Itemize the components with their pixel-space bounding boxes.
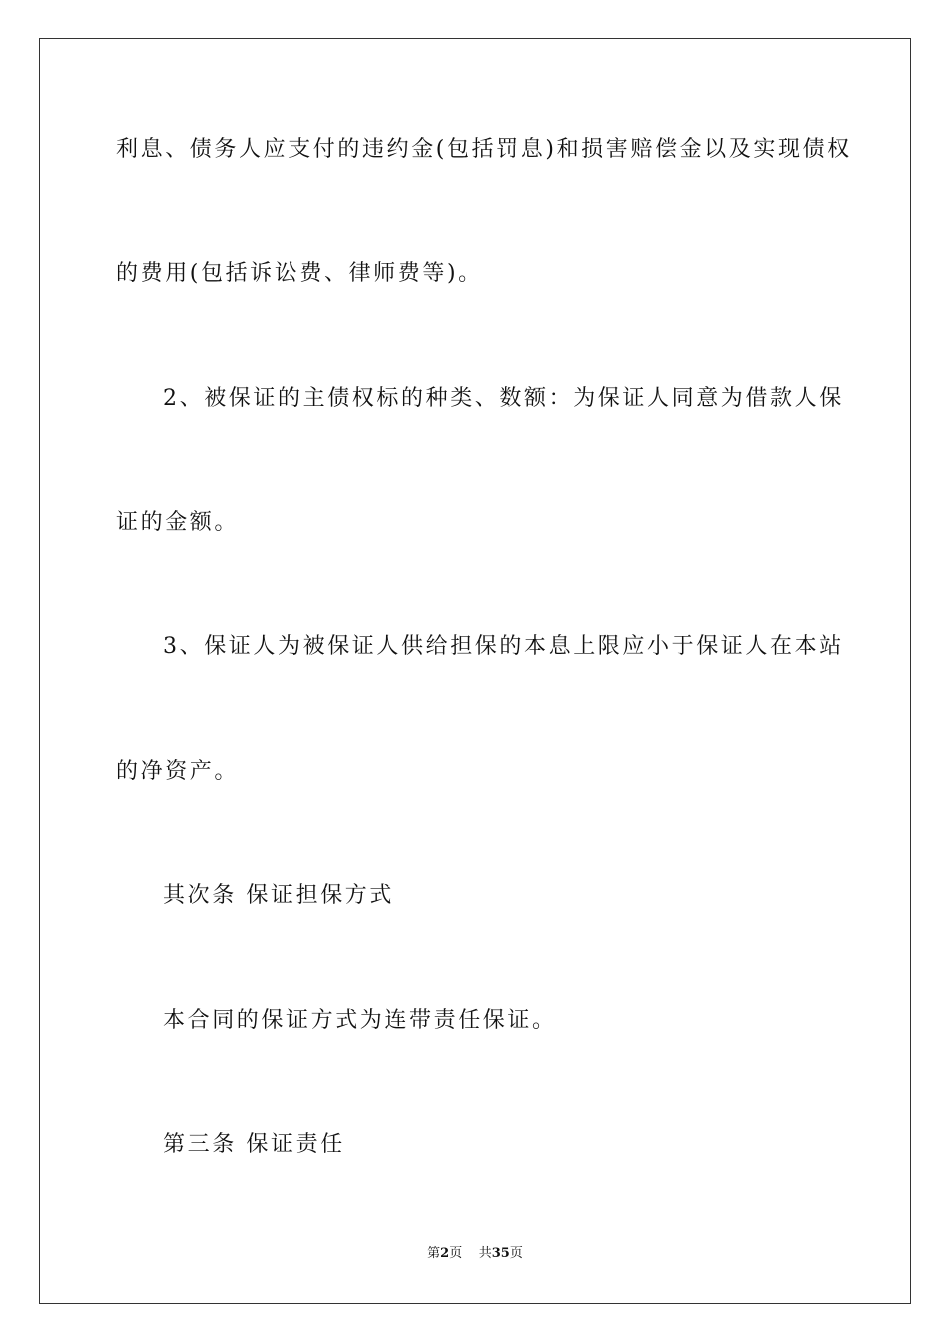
footer-total-prefix: 共 [478,1246,492,1261]
paragraph-3-line-1: 3、保证人为被保证人供给担保的本息上限应小于保证人在本站 [163,634,844,659]
page-border [39,38,911,1304]
footer-page-number: 2 [440,1246,450,1261]
footer-page-suffix: 页 [449,1246,463,1261]
paragraph-2-line-1: 2、被保证的主债权标的种类、数额：为保证人同意为借款人保 [163,386,844,411]
section-heading-3: 第三条 保证责任 [163,1132,345,1157]
footer-total-suffix: 页 [509,1246,523,1261]
page-footer [0,1245,950,1263]
section-heading-2: 其次条 保证担保方式 [163,883,394,908]
paragraph-4: 本合同的保证方式为连带责任保证。 [163,1008,557,1033]
paragraph-3-line-2: 的净资产。 [116,759,240,784]
paragraph-2-line-2: 证的金额。 [116,510,240,535]
footer-total-pages: 35 [491,1246,510,1261]
paragraph-1-line-1: 利息、债务人应支付的违约金(包括罚息)和损害赔偿金以及实现债权 [116,137,852,162]
footer-page-prefix: 第 [427,1246,441,1261]
paragraph-1-line-2: 的费用(包括诉讼费、律师费等)。 [116,261,483,286]
